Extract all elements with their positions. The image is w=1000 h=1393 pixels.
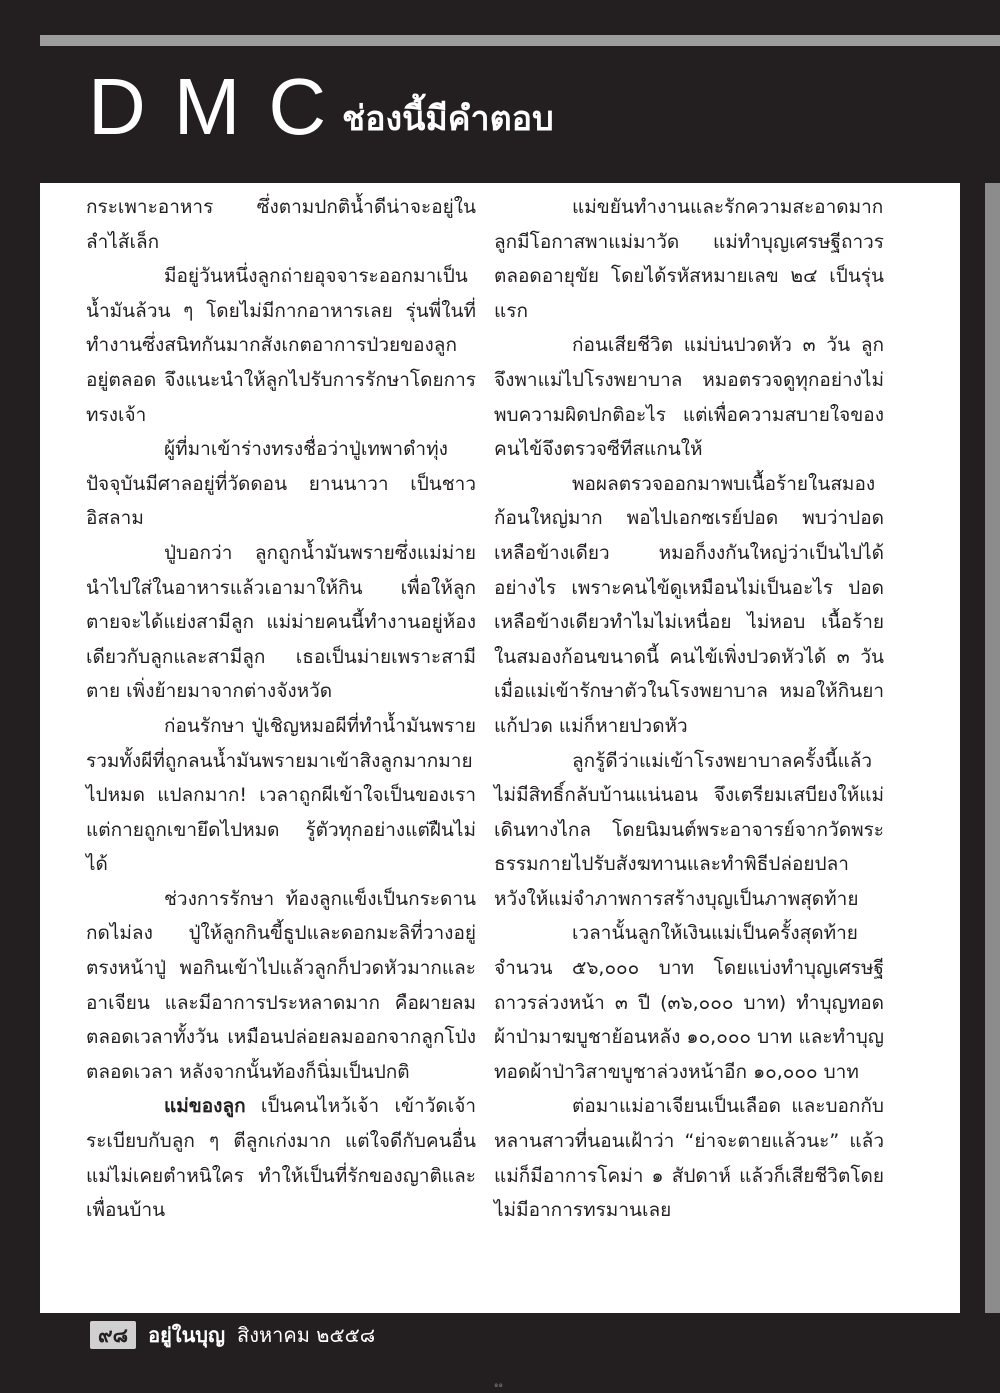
paragraph: ปู่บอกว่า ลูกถูกน้ำมันพรายซึ่งแม่ม่ายนำไปใส่ในอาหารแล้วเอามาให้กิน เพื่อให้ลูกตายจะได้แย่งสามีลูก แม่ม่ายคนนี้ทำงานอยู่ห้องเดียวกับลูกและสามีลูก เธอเป็นม่ายเพราะสามีตาย เพิ่งย้ายมาจากต่างจังหวัด [86,541,476,703]
paragraph: แม่ขยันทำงานและรักความสะอาดมาก ลูกมีโอกาสพาแม่มาวัด แม่ทำบุญเศรษฐีถาวรตลอดอายุขัย โดยได้รหัสหมายเลข ๒๔ เป็นรุ่นแรก [494,196,884,322]
left-column [86,190,476,1228]
magazine-name: อยู่ในบุญ [148,1323,225,1347]
page-footer [90,1320,375,1350]
paragraph: กระเพาะอาหาร ซึ่งตามปกติน้ำดีน่าจะอยู่ในลำไส้เล็ก [86,196,476,253]
right-column [494,190,884,1228]
top-decorative-bar [40,35,1000,46]
paragraph: ช่วงการรักษา ท้องลูกแข็งเป็นกระดานกดไม่ลง ปู่ให้ลูกกินขี้ธูปและดอกมะลิที่วางอยู่ตรงหน้าปู่ พอกินเข้าไปแล้วลูกก็ปวดหัวมากและอาเจียน และมีอาการประหลาดมาก คือผายลมตลอดเวลาทั้งวัน เหมือนปล่อยลมออกจากลูกโป่งตลอดเวลา หลังจากนั้นท้องก็นิ่มเป็นปกติ [86,887,476,1083]
paragraph: ก่อนรักษา ปู่เชิญหมอผีที่ทำน้ำมันพรายรวมทั้งผีที่ถูกลนน้ำมันพรายมาเข้าสิงลูกมากมายไปหมด แปลกมาก! เวลาถูกผีเข้าใจเป็นของเรา แต่กายถูกเขายึดไปหมด รู้ตัวทุกอย่างแต่ฝืนไม่ได้ [86,714,476,876]
paragraph: ต่อมาแม่อาเจียนเป็นเลือด และบอกกับหลานสาวที่นอนเฝ้าว่า “ย่าจะตายแล้วนะ” แล้วแม่ก็มีอาการโคม่า ๑ สัปดาห์ แล้วก็เสียชีวิตโดยไม่มีอาการทรมานเลย [494,1095,884,1222]
paragraph-lead: แม่ของลูก [164,1095,246,1118]
page-number: ๙๘ [90,1321,136,1349]
print-mark: ๑๑ [494,1381,503,1389]
header-subtitle: ช่องนี้มีคำตอบ [342,99,554,139]
header-logo: DMC [88,62,355,151]
paragraph: พอผลตรวจออกมาพบเนื้อร้ายในสมองก้อนใหญ่มาก พอไปเอกซเรย์ปอด พบว่าปอดเหลือข้างเดียว หมอก็งงกันใหญ่ว่าเป็นไปได้อย่างไร เพราะคนไข้ดูเหมือนไม่เป็นอะไร ปอดเหลือข้างเดียวทำไมไม่เหนื่อย ไม่หอบ เนื้อร้ายในสมองก้อนขนาดนี้ คนไข้เพิ่งปวดหัวได้ ๓ วัน เมื่อแม่เข้ารักษาตัวในโรงพยาบาล หมอให้กินยาแก้ปวด แม่ก็หายปวดหัว [494,472,884,737]
paragraph: เวลานั้นลูกให้เงินแม่เป็นครั้งสุดท้ายจำนวน ๕๖,๐๐๐ บาท โดยแบ่งทำบุญเศรษฐีถาวรล่วงหน้า ๓ ปี (๓๖,๐๐๐ บาท) ทำบุญทอดผ้าป่ามาฆบูชาย้อนหลัง ๑๐,๐๐๐ บาท และทำบุญทอดผ้าป่าวิสาขบูชาล่วงหน้าอีก ๑๐,๐๐๐ บาท [494,922,884,1083]
paragraph: มีอยู่วันหนึ่งลูกถ่ายอุจจาระออกมาเป็นน้ำมันล้วน ๆ โดยไม่มีกากอาหารเลย รุ่นพี่ในที่ทำงานซึ่งสนิทกันมากสังเกตอาการป่วยของลูกอยู่ตลอด จึงแนะนำให้ลูกไปรับการรักษาโดยการทรงเจ้า [86,265,476,426]
issue-date: สิงหาคม ๒๕๕๘ [236,1323,376,1347]
paragraph: ลูกรู้ดีว่าแม่เข้าโรงพยาบาลครั้งนี้แล้วไม่มีสิทธิ์กลับบ้านแน่นอน จึงเตรียมเสบียงให้แม่เดินทางไกล โดยนิมนต์พระอาจารย์จากวัดพระธรรมกายไปรับสังฆทานและทำพิธีปล่อยปลา หวังให้แม่จำภาพการสร้างบุญเป็นภาพสุดท้าย [494,749,884,910]
paragraph: แม่ของลูก เป็นคนไหว้เจ้า เข้าวัดเจ้าระเบียบกับลูก ๆ ตีลูกเก่งมาก แต่ใจดีกับคนอื่น แม่ไม่เคยตำหนิใคร ทำให้เป็นที่รักของญาติและเพื่อนบ้าน [86,1095,476,1222]
paragraph: ก่อนเสียชีวิต แม่บ่นปวดหัว ๓ วัน ลูกจึงพาแม่ไปโรงพยาบาล หมอตรวจดูทุกอย่างไม่พบความผิดปกติอะไร แต่เพื่อความสบายใจของคนไข้จึงตรวจซีทีสแกนให้ [494,334,884,461]
side-strip [985,183,1000,1313]
paragraph: ผู้ที่มาเข้าร่างทรงชื่อว่าปู่เทพาดำทุ่ง ปัจจุบันมีศาลอยู่ที่วัดดอน ยานนาวา เป็นชาวอิสลาม [86,438,476,530]
